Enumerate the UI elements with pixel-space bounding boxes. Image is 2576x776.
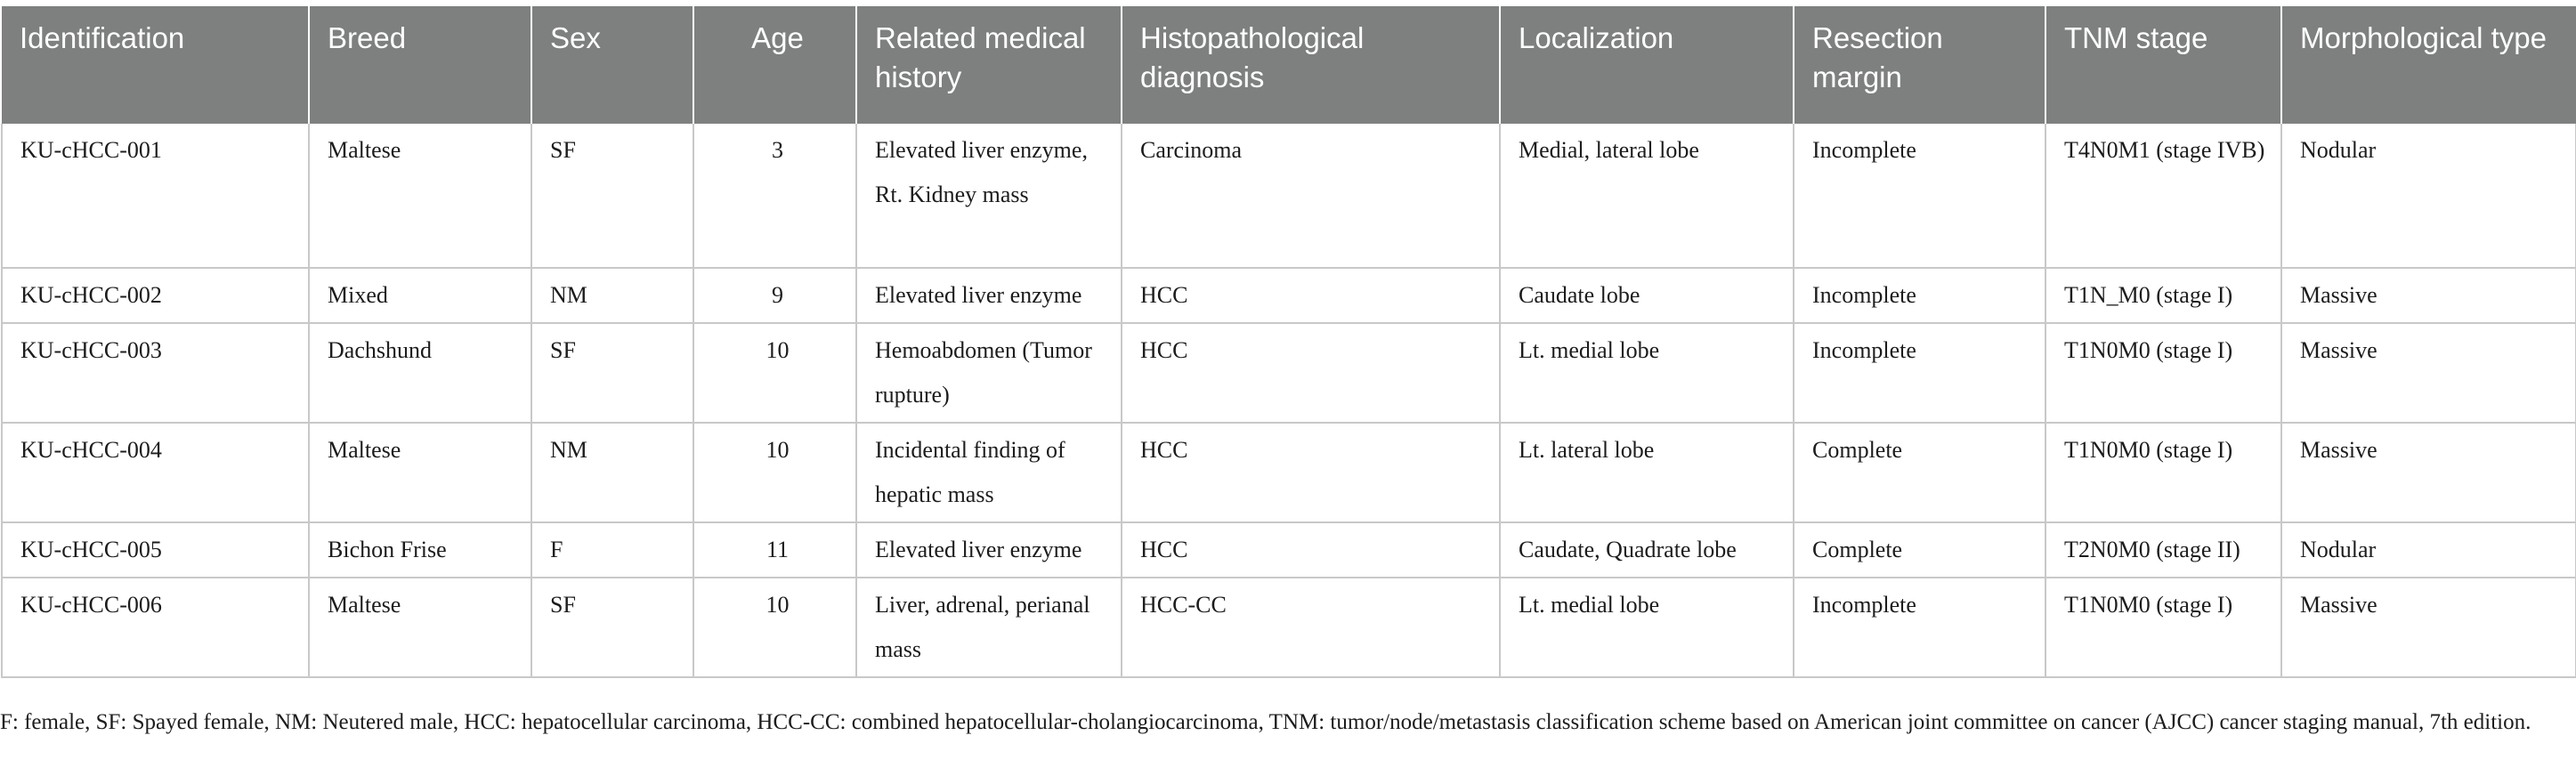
- cell-resection-margin: Incomplete: [1794, 323, 2045, 423]
- cell-age: 3: [693, 124, 856, 268]
- cell-medical-history: Incidental finding of hepatic mass: [856, 423, 1122, 522]
- cell-localization: Lt. lateral lobe: [1500, 423, 1794, 522]
- cell-resection-margin: Complete: [1794, 522, 2045, 578]
- col-header-identification: Identification: [2, 6, 309, 124]
- cell-tnm-stage: T4N0M1 (stage IVB): [2045, 124, 2281, 268]
- cell-localization: Lt. medial lobe: [1500, 578, 1794, 677]
- cell-sex: NM: [531, 268, 693, 323]
- col-header-resection-margin: Resection margin: [1794, 6, 2045, 124]
- cell-age: 10: [693, 578, 856, 677]
- cell-breed: Maltese: [309, 124, 531, 268]
- cell-sex: SF: [531, 323, 693, 423]
- cell-age: 9: [693, 268, 856, 323]
- cell-tnm-stage: T1N0M0 (stage I): [2045, 578, 2281, 677]
- cell-localization: Medial, lateral lobe: [1500, 124, 1794, 268]
- cell-age: 10: [693, 423, 856, 522]
- cell-morphological-type: Nodular: [2281, 124, 2576, 268]
- table-row: [2, 124, 2576, 268]
- table-row: [2, 323, 2576, 423]
- cell-breed: Mixed: [309, 268, 531, 323]
- header-row: [2, 6, 2576, 124]
- col-header-morphological-type: Morphological type: [2281, 6, 2576, 124]
- table-row: [2, 423, 2576, 522]
- col-header-breed: Breed: [309, 6, 531, 124]
- cell-age: 11: [693, 522, 856, 578]
- cell-identification: KU-cHCC-004: [2, 423, 309, 522]
- cell-sex: SF: [531, 124, 693, 268]
- table-row: [2, 578, 2576, 677]
- cell-resection-margin: Incomplete: [1794, 268, 2045, 323]
- col-header-age: Age: [693, 6, 856, 124]
- col-header-localization: Localization: [1500, 6, 1794, 124]
- cell-diagnosis: HCC-CC: [1122, 578, 1500, 677]
- cell-localization: Caudate lobe: [1500, 268, 1794, 323]
- cell-diagnosis: HCC: [1122, 423, 1500, 522]
- cell-medical-history: Elevated liver enzyme: [856, 522, 1122, 578]
- cell-localization: Caudate, Quadrate lobe: [1500, 522, 1794, 578]
- cell-diagnosis: Carcinoma: [1122, 124, 1500, 268]
- cell-tnm-stage: T1N0M0 (stage I): [2045, 323, 2281, 423]
- cell-identification: KU-cHCC-002: [2, 268, 309, 323]
- cell-tnm-stage: T1N0M0 (stage I): [2045, 423, 2281, 522]
- cell-medical-history: Hemoabdomen (Tumor rupture): [856, 323, 1122, 423]
- cell-medical-history: Elevated liver enzyme: [856, 268, 1122, 323]
- cell-sex: SF: [531, 578, 693, 677]
- cell-identification: KU-cHCC-003: [2, 323, 309, 423]
- cell-identification: KU-cHCC-005: [2, 522, 309, 578]
- cell-medical-history: Elevated liver enzyme, Rt. Kidney mass: [856, 124, 1122, 268]
- cell-diagnosis: HCC: [1122, 268, 1500, 323]
- cell-tnm-stage: T1N_M0 (stage I): [2045, 268, 2281, 323]
- cell-identification: KU-cHCC-001: [2, 124, 309, 268]
- cell-breed: Maltese: [309, 578, 531, 677]
- cell-identification: KU-cHCC-006: [2, 578, 309, 677]
- table-row: [2, 268, 2576, 323]
- patient-table: [1, 6, 2576, 678]
- cell-resection-margin: Incomplete: [1794, 578, 2045, 677]
- cell-medical-history: Liver, adrenal, perianal mass: [856, 578, 1122, 677]
- cell-morphological-type: Nodular: [2281, 522, 2576, 578]
- cell-morphological-type: Massive: [2281, 578, 2576, 677]
- cell-sex: F: [531, 522, 693, 578]
- cell-breed: Maltese: [309, 423, 531, 522]
- col-header-medical-history: Related medical history: [856, 6, 1122, 124]
- cell-breed: Dachshund: [309, 323, 531, 423]
- cell-resection-margin: Incomplete: [1794, 124, 2045, 268]
- cell-diagnosis: HCC: [1122, 323, 1500, 423]
- cell-diagnosis: HCC: [1122, 522, 1500, 578]
- cell-resection-margin: Complete: [1794, 423, 2045, 522]
- col-header-sex: Sex: [531, 6, 693, 124]
- cell-breed: Bichon Frise: [309, 522, 531, 578]
- table-row: [2, 522, 2576, 578]
- cell-sex: NM: [531, 423, 693, 522]
- table-footnote: F: female, SF: Spayed female, NM: Neutered male, HCC: hepatocellular carcinoma, HCC-CC: combined hepatocellular-cholangiocarcinoma, TNM: tumor/node/metastasis classification scheme based on American joint committee on cancer (AJCC) cancer staging manual, 7th edition.: [0, 710, 2531, 734]
- cell-morphological-type: Massive: [2281, 323, 2576, 423]
- cell-tnm-stage: T2N0M0 (stage II): [2045, 522, 2281, 578]
- cell-morphological-type: Massive: [2281, 268, 2576, 323]
- col-header-diagnosis: Histopathological diagnosis: [1122, 6, 1500, 124]
- cell-morphological-type: Massive: [2281, 423, 2576, 522]
- cell-localization: Lt. medial lobe: [1500, 323, 1794, 423]
- col-header-tnm-stage: TNM stage: [2045, 6, 2281, 124]
- cell-age: 10: [693, 323, 856, 423]
